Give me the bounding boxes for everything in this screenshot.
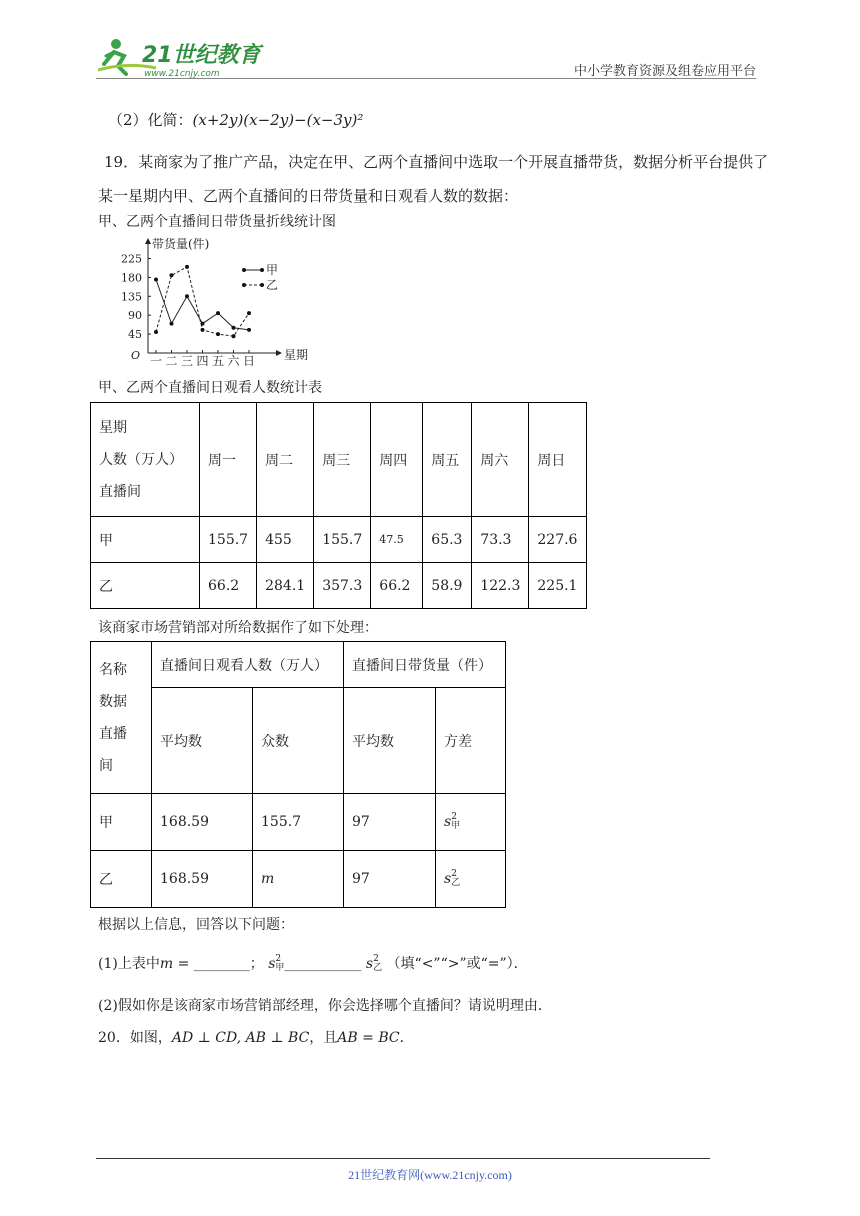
table2-row-name: 甲 xyxy=(91,794,152,851)
q18-part2-expression: (x+2y)(x−2y)−(x−3y)² xyxy=(192,111,364,129)
header-divider xyxy=(96,78,756,79)
table2-corner-line: 间 xyxy=(99,757,113,774)
table2-group-row xyxy=(91,642,506,688)
data-point xyxy=(201,328,205,332)
table2-row-jia xyxy=(91,794,506,851)
q20-label: 20．如图， xyxy=(98,1030,172,1046)
variance-sub: 乙 xyxy=(451,878,461,888)
table1-cell: 66.2 xyxy=(371,563,423,609)
table1-cell: 122.3 xyxy=(472,563,529,609)
q19-sub1 xyxy=(98,954,528,974)
data-point xyxy=(170,273,174,277)
viewers-table xyxy=(90,402,587,609)
table2-corner-line: 数据 xyxy=(99,693,127,710)
y-tick-label: 180 xyxy=(121,271,142,285)
table1-row-yi xyxy=(91,563,587,609)
data-point xyxy=(232,326,236,330)
table1-cell: 66.2 xyxy=(200,563,257,609)
table2-variance-cell xyxy=(436,794,506,851)
variance-sup: 2 xyxy=(275,954,282,964)
variance-sup: 2 xyxy=(451,812,457,822)
table1-cell: 58.9 xyxy=(423,563,472,609)
variance-sub: 乙 xyxy=(373,963,383,973)
legend-dot xyxy=(260,268,264,272)
table1-corner-line: 星期 xyxy=(99,419,127,436)
x-tick-label: 一 xyxy=(149,354,163,366)
data-point xyxy=(185,294,189,298)
q19-sub1-prefix: (1)上表中 xyxy=(98,956,160,972)
q19-intro-line2: 某一星期内甲、乙两个直播间的日带货量和日观看人数的数据： xyxy=(98,187,519,205)
q18-part2 xyxy=(108,110,363,130)
x-tick-label: 四 xyxy=(196,354,209,366)
table1-header: 周五 xyxy=(423,403,472,517)
table2-group-sales: 直播间日带货量（件） xyxy=(344,642,506,688)
table1-cell: 155.7 xyxy=(314,517,371,563)
table2-cell: 97 xyxy=(344,851,436,908)
x-tick-label: 二 xyxy=(165,354,178,366)
table1-cell: 47.5 xyxy=(371,517,423,563)
table1-header: 周六 xyxy=(472,403,529,517)
data-point xyxy=(247,311,251,315)
table1-header-row xyxy=(91,403,587,517)
table2-group-viewers: 直播间日观看人数（万人） xyxy=(152,642,344,688)
table1-header: 周二 xyxy=(257,403,314,517)
footer-divider xyxy=(96,1158,710,1159)
table2-cell-m: m xyxy=(253,851,344,908)
table1-header: 周一 xyxy=(200,403,257,517)
q18-part2-label: （2）化简： xyxy=(108,111,193,129)
header-platform-name: 中小学教育资源及组卷应用平台 xyxy=(573,64,756,79)
table1-caption: 甲、乙两个直播间日观看人数统计表 xyxy=(98,380,322,396)
chart-svg xyxy=(112,236,312,366)
variance-symbol: s xyxy=(444,814,452,830)
variance-symbol: s xyxy=(268,956,276,972)
q19-sub1-suffix: （填“<”“>”或“=”）． xyxy=(386,956,528,972)
runner-logo-icon xyxy=(96,34,266,80)
chart-caption: 甲、乙两个直播间日带货量折线统计图 xyxy=(98,214,336,230)
q20-end: ． xyxy=(399,1030,414,1046)
q19-sub1-blank: ___________ xyxy=(284,956,362,972)
legend-dot xyxy=(242,283,246,287)
x-tick-label: 日 xyxy=(242,354,256,366)
variance-sup: 2 xyxy=(373,954,379,964)
y-tick-label: 45 xyxy=(128,328,142,342)
table1-row-name: 乙 xyxy=(91,563,200,609)
table2-row-name: 乙 xyxy=(91,851,152,908)
y-tick-label: 90 xyxy=(128,309,142,323)
x-tick-label: 六 xyxy=(227,354,240,366)
variance-sub: 甲 xyxy=(275,963,285,973)
table1-corner-line: 人数（万人） xyxy=(99,451,183,468)
table2-row-yi xyxy=(91,851,506,908)
table1-header: 周日 xyxy=(529,403,587,517)
table2-cell: 97 xyxy=(344,794,436,851)
legend-label: 甲 xyxy=(266,263,279,277)
table1-cell: 284.1 xyxy=(257,563,314,609)
x-axis-arrow xyxy=(276,350,282,356)
data-point xyxy=(232,334,236,338)
table2-subheader: 众数 xyxy=(253,688,344,794)
table2-corner-line: 直播 xyxy=(99,725,127,742)
table1-corner-cell xyxy=(91,403,200,517)
sales-line-chart xyxy=(112,236,312,366)
legend-dot xyxy=(242,268,246,272)
svg-text:21世纪教育: 21世纪教育 xyxy=(142,43,261,68)
q19-sub1-m: m xyxy=(159,956,174,972)
table1-cell: 73.3 xyxy=(472,517,529,563)
table2-subheader: 平均数 xyxy=(344,688,436,794)
svg-text:www.21cnjy.com: www.21cnjy.com xyxy=(144,69,220,79)
stats-table xyxy=(90,641,506,908)
variance-symbol: s xyxy=(365,956,374,972)
table2-corner-line: 名称 xyxy=(99,661,127,678)
x-axis-label: 星期 xyxy=(284,348,309,362)
q20-expr2: AB = BC xyxy=(337,1030,400,1046)
series-line-yi xyxy=(156,267,249,336)
data-point xyxy=(170,322,174,326)
q19-sub1-eq: = ________； xyxy=(173,956,264,972)
y-axis-label: 带货量(件) xyxy=(152,237,210,251)
data-point xyxy=(185,265,189,269)
data-point xyxy=(247,328,251,332)
legend-label: 乙 xyxy=(266,278,279,292)
table2-subheader-row xyxy=(91,688,506,794)
legend-dot xyxy=(260,283,264,287)
table1-row-name: 甲 xyxy=(91,517,200,563)
q20 xyxy=(98,1028,414,1048)
table2-subheader: 方差 xyxy=(436,688,506,794)
x-tick-label: 三 xyxy=(180,354,194,366)
origin-label: O xyxy=(130,349,140,362)
y-tick-label: 225 xyxy=(121,252,142,266)
data-point xyxy=(154,330,158,334)
q19-sub2: (2)假如你是该商家市场营销部经理，你会选择哪个直播间？请说明理由． xyxy=(98,998,552,1014)
data-point xyxy=(216,311,220,315)
table1-cell: 155.7 xyxy=(200,517,257,563)
table1-row-jia xyxy=(91,517,587,563)
site-logo xyxy=(96,34,266,80)
table2-subheader: 平均数 xyxy=(152,688,253,794)
y-tick-label: 135 xyxy=(121,290,142,304)
variance-sub: 甲 xyxy=(451,821,461,831)
q20-mid: ，且 xyxy=(309,1030,338,1046)
data-point xyxy=(216,332,220,336)
table2-variance-cell xyxy=(436,851,506,908)
table2-corner-cell xyxy=(91,642,152,794)
data-point xyxy=(154,278,158,282)
table2-cell: 168.59 xyxy=(152,794,253,851)
q19-intro-line1: 19．某商家为了推广产品，决定在甲、乙两个直播间中选取一个开展直播带货，数据分析平台提供了 xyxy=(104,153,769,171)
table1-cell: 65.3 xyxy=(423,517,472,563)
footer-text: 21世纪教育网(www.21cnjy.com) xyxy=(348,1168,512,1182)
variance-symbol: s xyxy=(444,871,452,887)
table1-cell: 357.3 xyxy=(314,563,371,609)
table2-cell: 155.7 xyxy=(253,794,344,851)
q19-instructions: 根据以上信息，回答以下问题： xyxy=(98,917,294,933)
table2-caption: 该商家市场营销部对所给数据作了如下处理： xyxy=(98,620,378,636)
table1-corner-line: 直播间 xyxy=(99,483,141,500)
x-tick-label: 五 xyxy=(211,354,225,366)
table1-cell: 225.1 xyxy=(529,563,587,609)
variance-sup: 2 xyxy=(451,869,457,879)
table2-cell: 168.59 xyxy=(152,851,253,908)
table1-cell: 227.6 xyxy=(529,517,587,563)
y-axis-arrow xyxy=(145,238,151,244)
table1-cell: 455 xyxy=(257,517,314,563)
table1-header: 周三 xyxy=(314,403,371,517)
table1-header: 周四 xyxy=(371,403,423,517)
q20-expr1: AD ⊥ CD, AB ⊥ BC xyxy=(171,1030,310,1046)
